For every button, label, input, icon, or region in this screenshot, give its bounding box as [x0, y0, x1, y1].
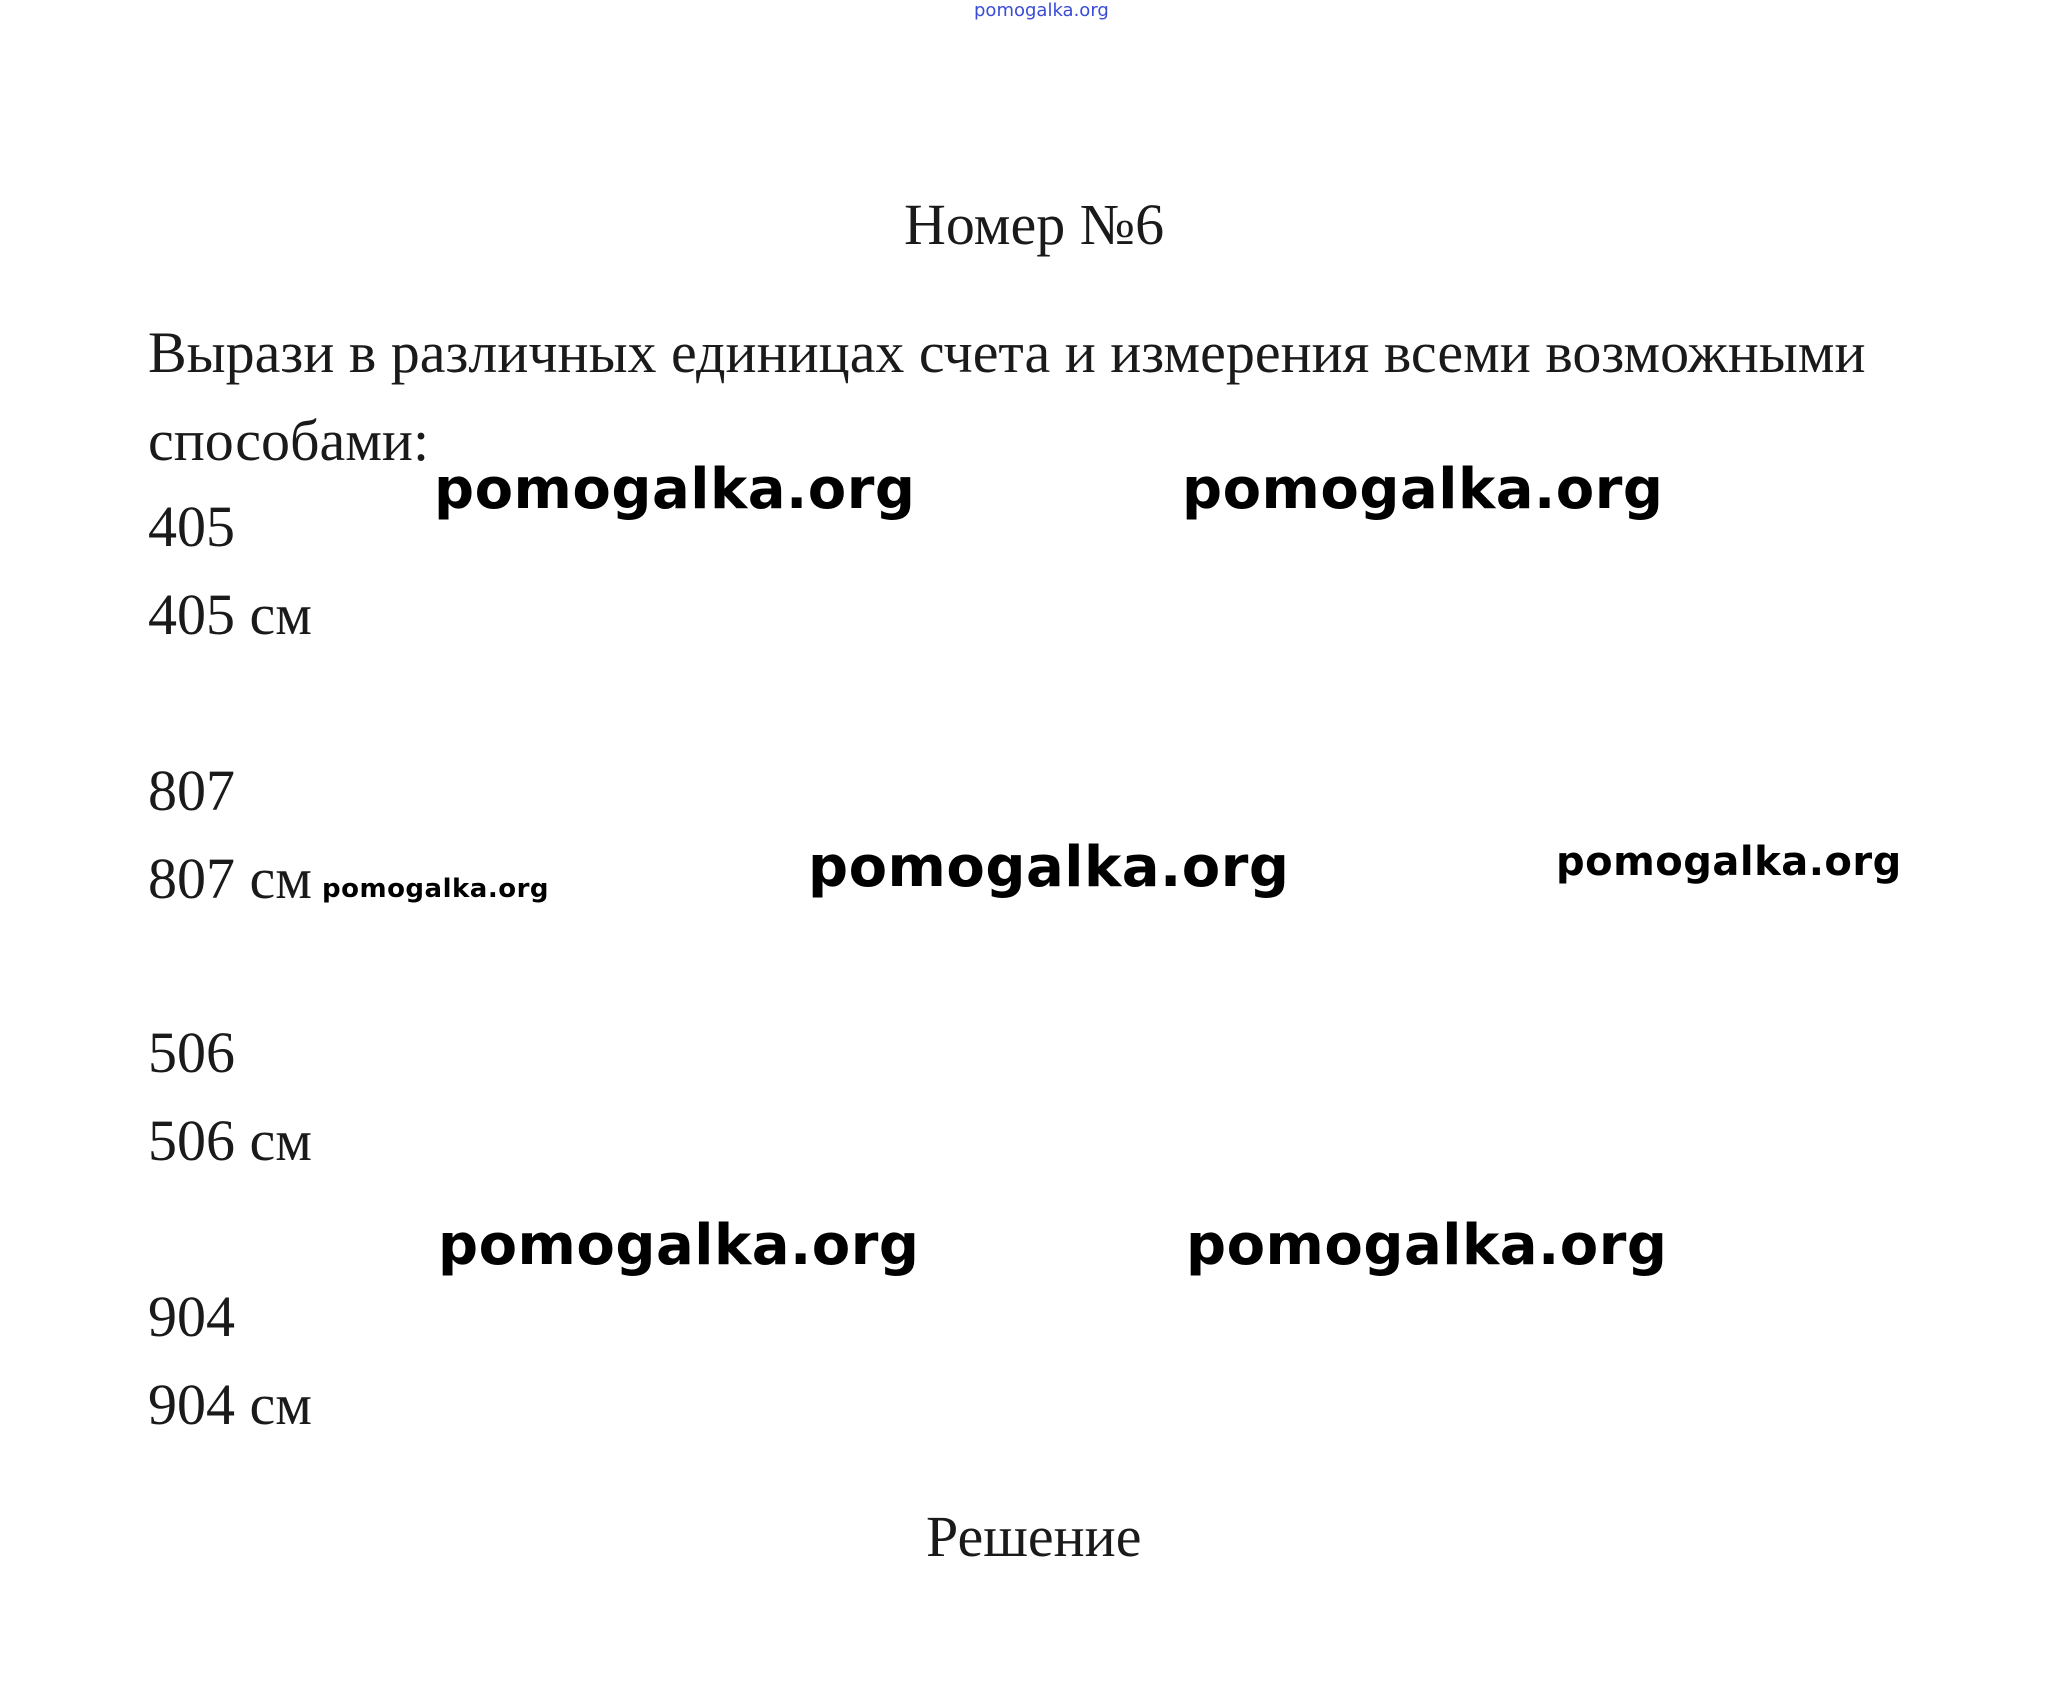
item-measure: 405 см — [148, 582, 312, 647]
watermark: pomogalka.org — [322, 874, 550, 904]
task-text-line-1: Вырази в различных единицах счета и измерения всеми возможными — [148, 320, 1866, 385]
watermark: pomogalka.org — [438, 1213, 920, 1278]
item-measure: 506 см — [148, 1108, 312, 1173]
item-number: 405 — [148, 494, 235, 559]
item-number: 807 — [148, 758, 235, 823]
watermark: pomogalka.org — [808, 835, 1290, 900]
task-text-line-2: способами: — [148, 408, 430, 473]
page-title: Номер №6 — [904, 192, 1165, 257]
item-measure: 904 см — [148, 1372, 312, 1437]
watermark: pomogalka.org — [1556, 839, 1902, 885]
item-measure: 807 см — [148, 846, 312, 911]
watermark: pomogalka.org — [1186, 1213, 1668, 1278]
item-number: 506 — [148, 1020, 235, 1085]
item-number: 904 — [148, 1284, 235, 1349]
solution-heading: Решение — [926, 1504, 1142, 1569]
watermark: pomogalka.org — [1182, 457, 1664, 522]
watermark: pomogalka.org — [434, 457, 916, 522]
header-watermark: pomogalka.org — [974, 0, 1109, 21]
